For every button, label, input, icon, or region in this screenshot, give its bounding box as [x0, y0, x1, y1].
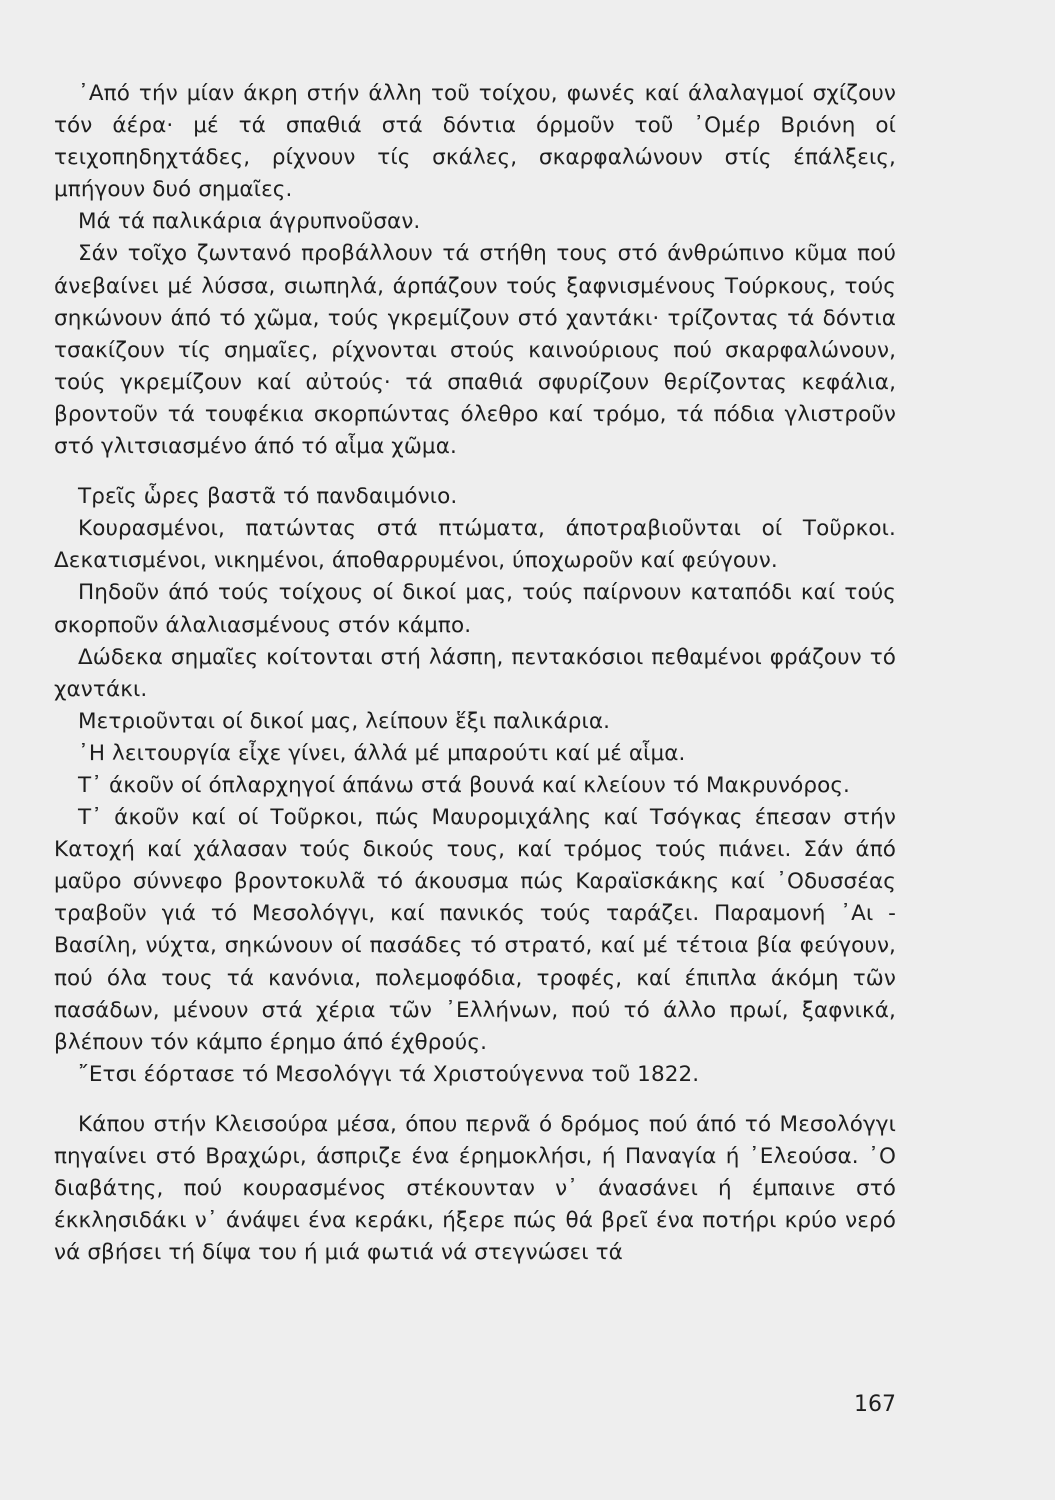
- paragraph: ῎Ετσι έόρτασε τό Μεσολόγγι τά Χριστούγεννα τοῦ 1822.: [78, 1061, 700, 1087]
- paragraph: Σάν τοῖχο ζωντανό προβάλλουν τά στήθη τους στό άνθρώπινο κῦμα πού άνεβαίνει μέ λύσσα, σιωπηλά, άρπάζουν τούς ξαφνισμένους Τούρκους, τούς σηκώνουν άπό τό χῶμα, τούς γκρεμίζουν στό χαντάκι· τρίζοντας τά δόντια τσακίζουν τίς σημαῖες, ρίχνονται στούς καινούριους πού σκαρφαλώνουν, τούς γκρεμίζουν καί αὐτούς· τά σπαθιά σφυρίζουν θερίζοντας κεφάλια, βροντοῦν τά τουφέκια σκορπώντας όλεθρο καί τρόμο, τά πόδια γλιστροῦν στό γλιτσιασμένο άπό τό αἷμα χῶμα.: [54, 241, 896, 460]
- paragraph: Μετριοῦνται οί δικοί μας, λείπουν ἕξι παλικάρια.: [78, 708, 611, 734]
- paragraph: Τ᾽ άκοῦν οί όπλαρχηγοί άπάνω στά βουνά καί κλείουν τό Μακρυνόρος.: [78, 772, 850, 798]
- paragraph: Πηδοῦν άπό τούς τοίχους οί δικοί μας, τούς παίρνουν καταπόδι καί τούς σκορποῦν άλαλιασμένους στόν κάμπο.: [54, 580, 896, 638]
- body-text: [54, 78, 896, 1269]
- paragraph: Κουρασμένοι, πατώντας στά πτώματα, άποτραβιοῦνται οί Τοῦρκοι. Δεκατισμένοι, νικημένοι, άποθαρρυμένοι, ύποχωροῦν καί φεύγουν.: [54, 516, 896, 574]
- paragraph: ᾽Η λειτουργία εἶχε γίνει, άλλά μέ μπαρούτι καί μέ αἷμα.: [78, 740, 686, 766]
- paragraph: Δώδεκα σημαῖες κοίτονται στή λάσπη, πεντακόσιοι πεθαμένοι φράζουν τό χαντάκι.: [54, 644, 896, 702]
- paragraph: Τ᾽ άκοῦν καί οί Τοῦρκοι, πώς Μαυρομιχάλης καί Τσόγκας έπεσαν στήν Κατοχή καί χάλασαν τούς δικούς τους, καί τρόμος τούς πιάνει. Σάν άπό μαῦρο σύννεφο βροντοκυλᾶ τό άκουσμα πώς Καραϊσκάκης καί ᾽Οδυσσέας τραβοῦν γιά τό Μεσολόγγι, καί πανικός τούς ταράζει. Παραμονή ᾽Αι - Βασίλη, νύχτα, σηκώνουν οί πασάδες τό στρατό, καί μέ τέτοια βία φεύγουν, πού όλα τους τά κανόνια, πολεμοφόδια, τροφές, καί έπιπλα άκόμη τῶν πασάδων, μένουν στά χέρια τῶν ᾽Ελλήνων, πού τό άλλο πρωί, ξαφνικά, βλέπουν τόν κάμπο έρημο άπό έχθρούς.: [54, 805, 896, 1055]
- paragraph: ᾽Από τήν μίαν άκρη στήν άλλη τοῦ τοίχου, φωνές καί άλαλαγμοί σχίζουν τόν άέρα· μέ τά σπαθιά στά δόντια όρμοῦν τοῦ ᾽Ομέρ Βριόνη οί τειχοπηδηχτάδες, ρίχνουν τίς σκάλες, σκαρφαλώνουν στίς έπάλξεις, μπήγουν δυό σημαῖες.: [54, 81, 896, 203]
- paragraph: Τρεῖς ὧρες βαστᾶ τό πανδαιμόνιο.: [78, 484, 458, 510]
- paragraph: Μά τά παλικάρια άγρυπνοῦσαν.: [78, 209, 421, 235]
- paragraph: Κάπου στήν Κλεισούρα μέσα, όπου περνᾶ ό δρόμος πού άπό τό Μεσολόγγι πηγαίνει στό Βραχώρι, άσπριζε ένα έρημοκλήσι, ή Παναγία ή ᾽Ελεούσα. ᾽Ο διαβάτης, πού κουρασμένος στέκουνταν ν᾽ άνασάνει ή έμπαινε στό έκκλησιδάκι ν᾽ άνάψει ένα κεράκι, ήξερε πώς θά βρεῖ ένα ποτήρι κρύο νερό νά σβήσει τή δίψα του ή μιά φωτιά νά στεγνώσει τά: [54, 1111, 896, 1266]
- page-number: 167: [854, 1392, 896, 1417]
